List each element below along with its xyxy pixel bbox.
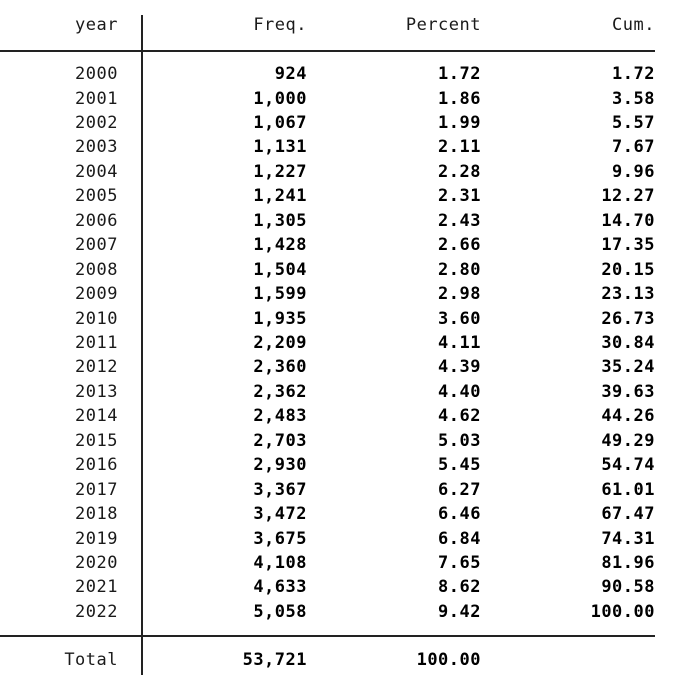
row-percent: 1.99	[438, 112, 481, 133]
header-percent: Percent	[405, 15, 481, 35]
row-cum: 35.24	[601, 357, 655, 378]
row-freq: 1,131	[253, 137, 307, 158]
row-year: 2021	[75, 577, 118, 598]
row-cum: 61.01	[601, 479, 655, 500]
row-freq: 2,703	[253, 430, 307, 451]
row-freq: 2,930	[253, 455, 307, 476]
row-year: 2010	[75, 308, 118, 329]
row-year: 2003	[75, 137, 118, 158]
row-freq: 1,067	[253, 112, 307, 133]
row-freq: 2,362	[253, 381, 307, 402]
row-cum: 20.15	[601, 259, 655, 280]
row-percent: 2.98	[438, 284, 481, 304]
row-year: 2014	[75, 406, 118, 427]
row-freq: 1,227	[253, 161, 307, 182]
header-rule	[0, 50, 655, 52]
row-percent: 3.60	[438, 308, 481, 329]
row-year: 2015	[75, 430, 118, 451]
row-year: 2005	[75, 186, 118, 207]
row-freq: 4,633	[253, 577, 307, 598]
row-cum: 26.73	[601, 308, 655, 329]
row-percent: 1.86	[438, 88, 481, 109]
row-cum: 67.47	[601, 504, 655, 525]
row-freq: 1,599	[253, 284, 307, 304]
row-cum: 3.58	[612, 88, 655, 109]
row-year: 2019	[75, 528, 118, 549]
row-freq: 2,483	[253, 406, 307, 427]
header-freq: Freq.	[253, 15, 307, 35]
column-divider	[141, 15, 143, 675]
row-percent: 5.03	[438, 430, 481, 451]
row-year: 2009	[75, 284, 118, 304]
row-cum: 81.96	[601, 553, 655, 573]
row-cum: 23.13	[601, 284, 655, 304]
row-freq: 1,241	[253, 186, 307, 207]
row-percent: 4.62	[438, 406, 481, 427]
row-percent: 5.45	[438, 455, 481, 476]
row-cum: 100.00	[590, 601, 655, 622]
row-cum: 1.72	[612, 64, 655, 84]
row-percent: 6.27	[438, 479, 481, 500]
row-freq: 3,675	[253, 528, 307, 549]
row-percent: 9.42	[438, 601, 481, 622]
row-year: 2002	[75, 112, 118, 133]
row-year: 2018	[75, 504, 118, 525]
total-percent: 100.00	[416, 650, 481, 670]
row-freq: 2,360	[253, 357, 307, 378]
row-freq: 4,108	[253, 553, 307, 573]
row-year: 2011	[75, 332, 118, 353]
row-freq: 1,428	[253, 235, 307, 256]
row-year: 2007	[75, 235, 118, 256]
row-percent: 6.46	[438, 504, 481, 525]
row-percent: 4.40	[438, 381, 481, 402]
row-cum: 49.29	[601, 430, 655, 451]
row-percent: 2.28	[438, 161, 481, 182]
row-cum: 17.35	[601, 235, 655, 256]
row-year: 2001	[75, 88, 118, 109]
row-year: 2000	[75, 64, 118, 84]
row-cum: 9.96	[612, 161, 655, 182]
row-cum: 14.70	[601, 210, 655, 231]
row-freq: 3,472	[253, 504, 307, 525]
row-percent: 2.31	[438, 186, 481, 207]
row-year: 2017	[75, 479, 118, 500]
row-freq: 924	[274, 64, 307, 84]
row-year: 2004	[75, 161, 118, 182]
row-year: 2013	[75, 381, 118, 402]
row-freq: 1,305	[253, 210, 307, 231]
row-year: 2012	[75, 357, 118, 378]
row-cum: 12.27	[601, 186, 655, 207]
row-freq: 1,935	[253, 308, 307, 329]
row-percent: 6.84	[438, 528, 481, 549]
row-percent: 4.11	[438, 332, 481, 353]
total-rule	[0, 635, 655, 637]
row-freq: 3,367	[253, 479, 307, 500]
row-percent: 2.43	[438, 210, 481, 231]
row-year: 2022	[75, 601, 118, 622]
row-percent: 2.80	[438, 259, 481, 280]
header-cum: Cum.	[612, 15, 655, 35]
row-percent: 4.39	[438, 357, 481, 378]
row-cum: 7.67	[612, 137, 655, 158]
row-cum: 39.63	[601, 381, 655, 402]
row-percent: 8.62	[438, 577, 481, 598]
row-percent: 7.65	[438, 553, 481, 573]
row-year: 2016	[75, 455, 118, 476]
row-cum: 30.84	[601, 332, 655, 353]
row-freq: 5,058	[253, 601, 307, 622]
row-percent: 2.66	[438, 235, 481, 256]
header-year: year	[75, 15, 118, 35]
row-cum: 90.58	[601, 577, 655, 598]
row-year: 2008	[75, 259, 118, 280]
row-freq: 2,209	[253, 332, 307, 353]
row-cum: 5.57	[612, 112, 655, 133]
total-label: Total	[64, 650, 118, 670]
row-cum: 54.74	[601, 455, 655, 476]
row-percent: 2.11	[438, 137, 481, 158]
row-freq: 1,000	[253, 88, 307, 109]
total-freq: 53,721	[242, 650, 307, 670]
row-cum: 74.31	[601, 528, 655, 549]
row-percent: 1.72	[438, 64, 481, 84]
row-year: 2020	[75, 553, 118, 573]
row-freq: 1,504	[253, 259, 307, 280]
row-year: 2006	[75, 210, 118, 231]
row-cum: 44.26	[601, 406, 655, 427]
